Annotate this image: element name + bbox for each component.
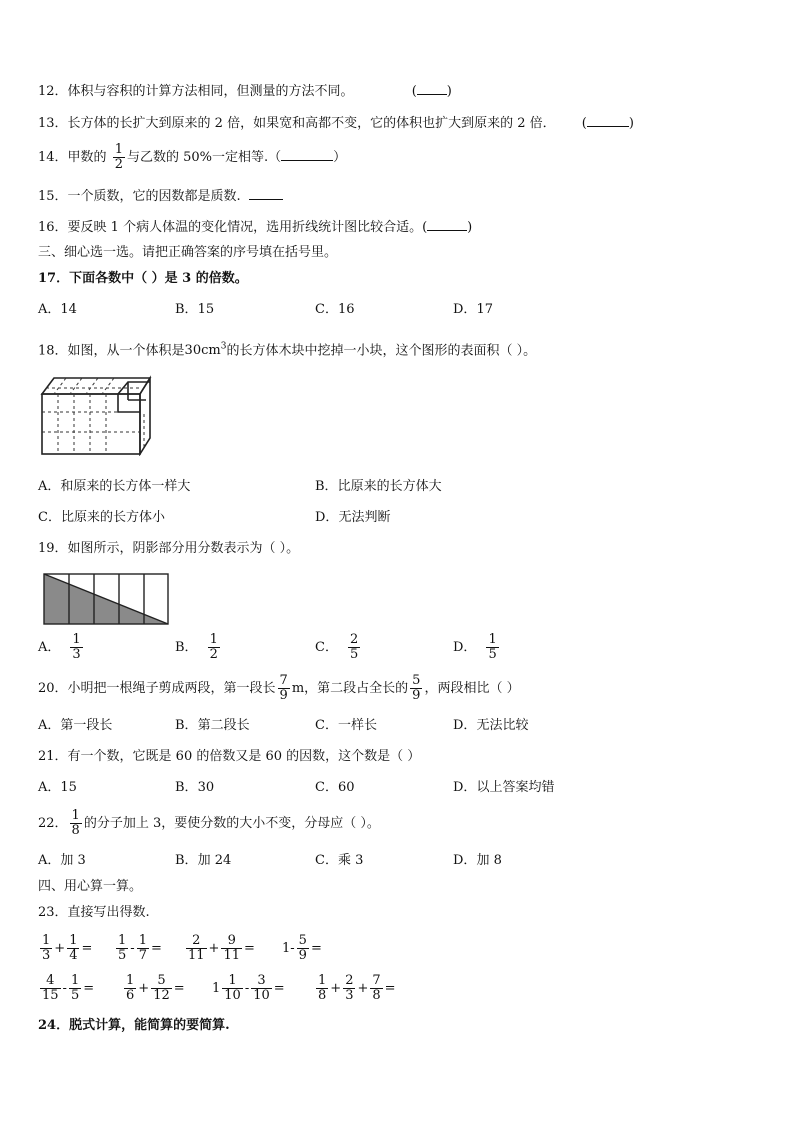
- q21-option-c: C．60: [315, 780, 355, 795]
- volume-value: $30cm^3$: [184, 342, 227, 359]
- question-text: 18．如图，从一个体积是: [38, 343, 185, 359]
- question-number: 22．: [38, 816, 68, 831]
- question-text: 的分子加上 3，要使分数的大小不变，分母应（ ）。: [83, 816, 380, 831]
- answer-bracket: ( ): [411, 84, 452, 99]
- question-21: 21．有一个数，它既是 60 的倍数又是 60 的因数，这个数是（ ）: [38, 749, 421, 764]
- question-18: [38, 338, 536, 360]
- question-text: 要反映 1 个病人体温的变化情况，选用折线统计图比较合适。: [67, 220, 423, 235]
- question-14: [38, 143, 346, 173]
- question-text-2: 的长方体木块中挖掉一小块，这个图形的表面积（ ）。: [226, 343, 537, 359]
- calc-expression-1: $\frac{1}{3}$ + $\frac{1}{4}$ =: [42, 933, 93, 963]
- question-text-2: 与乙数的 50%一定相等.: [126, 150, 269, 165]
- question-12: [38, 82, 452, 101]
- calc-expression-4: 1- $\frac{5}{9}$ =: [282, 933, 322, 963]
- section-4-title: 四、用心算一算。: [38, 879, 143, 894]
- calc-expression-8: $\frac{1}{8}$ + $\frac{2}{3}$ + $\frac{7}{8}$ =: [318, 973, 396, 1003]
- question-number: 16．: [38, 220, 68, 235]
- answer-bracket: ( ): [581, 116, 634, 131]
- question-23: 23．直接写出得数.: [38, 905, 150, 920]
- q17-option-a: A．14: [38, 302, 77, 317]
- q22-option-a: A．加 3: [38, 853, 86, 868]
- q19-option-a: A． $\frac{1}{3}$: [38, 632, 81, 662]
- cutout-top-edge: [118, 382, 150, 394]
- question-text: 20．小明把一根绳子剪成两段，第一段长: [38, 681, 276, 696]
- q18-option-d: D．无法判断: [315, 510, 391, 525]
- q19-option-d: D． $\frac{1}{5}$: [453, 632, 497, 662]
- q21-option-d: D．以上答案均错: [453, 780, 555, 795]
- question-text-2: m，第二段占全长的: [291, 681, 409, 696]
- cuboid-front-face: [42, 394, 140, 454]
- q17-option-b: B．15: [175, 302, 215, 317]
- answer-bracket: （ ）: [268, 150, 347, 165]
- calc-expression-3: $\frac{2}{11}$ + $\frac{9}{11}$ =: [188, 933, 255, 963]
- question-number: 15．: [38, 189, 68, 204]
- question-17: 17．下面各数中（ ）是 3 的倍数。: [38, 271, 248, 286]
- q21-option-a: A．15: [38, 780, 77, 795]
- cuboid-figure: [38, 374, 152, 456]
- q20-option-a: A．第一段长: [38, 718, 113, 733]
- q18-option-a: A．和原来的长方体一样大: [38, 479, 191, 494]
- q19-option-b: B． $\frac{1}{2}$: [175, 632, 218, 662]
- calc-expression-6: $\frac{1}{6}$ + $\frac{5}{12}$ =: [126, 973, 185, 1003]
- question-24: 24．脱式计算，能简算的要简算.: [38, 1018, 230, 1033]
- answer-bracket: ( ): [422, 220, 473, 235]
- question-text: 一个质数，它的因数都是质数.: [67, 189, 241, 204]
- q19-option-c: C． $\frac{2}{5}$: [315, 632, 359, 662]
- q17-option-d: D．17: [453, 302, 493, 317]
- fraction-second-share: $\frac{5}{9}$: [412, 673, 421, 703]
- question-20: [38, 672, 520, 706]
- question-text: 甲数的: [67, 150, 107, 165]
- q20-option-d: D．无法比较: [453, 718, 529, 733]
- calc-expression-5: $\frac{4}{15}$ - $\frac{1}{5}$ =: [42, 973, 95, 1003]
- calc-expression-7: 1 $\frac{1}{10}$ - $\frac{3}{10}$ =: [212, 973, 285, 1003]
- question-number: 12．: [38, 84, 68, 99]
- q21-option-b: B．30: [175, 780, 215, 795]
- q22-option-c: C．乘 3: [315, 853, 364, 868]
- q17-option-c: C．16: [315, 302, 355, 317]
- fraction-first-length: $\frac{7}{9}$: [279, 673, 288, 703]
- cuboid-top-face: [42, 378, 150, 394]
- question-19: 19．如图所示，阴影部分用分数表示为（ ）。: [38, 541, 300, 556]
- question-text-3: ，两段相比（ ）: [424, 681, 520, 696]
- answer-blank: [249, 187, 283, 200]
- q20-option-b: B．第二段长: [175, 718, 250, 733]
- cutout-edge: [118, 394, 140, 412]
- question-15: [38, 187, 283, 206]
- fraction: $\frac{1}{8}$: [71, 808, 80, 838]
- q18-option-b: B．比原来的长方体大: [315, 479, 442, 494]
- q22-option-b: B．加 24: [175, 853, 232, 868]
- question-16: [38, 218, 472, 237]
- calc-expression-2: $\frac{1}{5}$ - $\frac{1}{7}$ =: [118, 933, 162, 963]
- question-text: 长方体的长扩大到原来的 2 倍，如果宽和高都不变，它的体积也扩大到原来的 2 倍．: [67, 116, 556, 131]
- shaded-rectangle-figure: [43, 573, 171, 625]
- question-22: [38, 806, 380, 842]
- question-number: 13．: [38, 116, 68, 131]
- question-number: 14．: [38, 150, 68, 165]
- fraction: $\frac{1}{2}$: [114, 142, 123, 172]
- q22-option-d: D．加 8: [453, 853, 502, 868]
- q18-option-c: C．比原来的长方体小: [38, 510, 165, 525]
- section-3-title: 三、细心选一选。请把正确答案的序号填在括号里。: [38, 245, 338, 260]
- cuboid-right-face: [140, 378, 150, 454]
- question-text: 体积与容积的计算方法相同，但测量的方法不同。: [67, 84, 354, 99]
- q20-option-c: C．一样长: [315, 718, 377, 733]
- question-13: [38, 114, 634, 133]
